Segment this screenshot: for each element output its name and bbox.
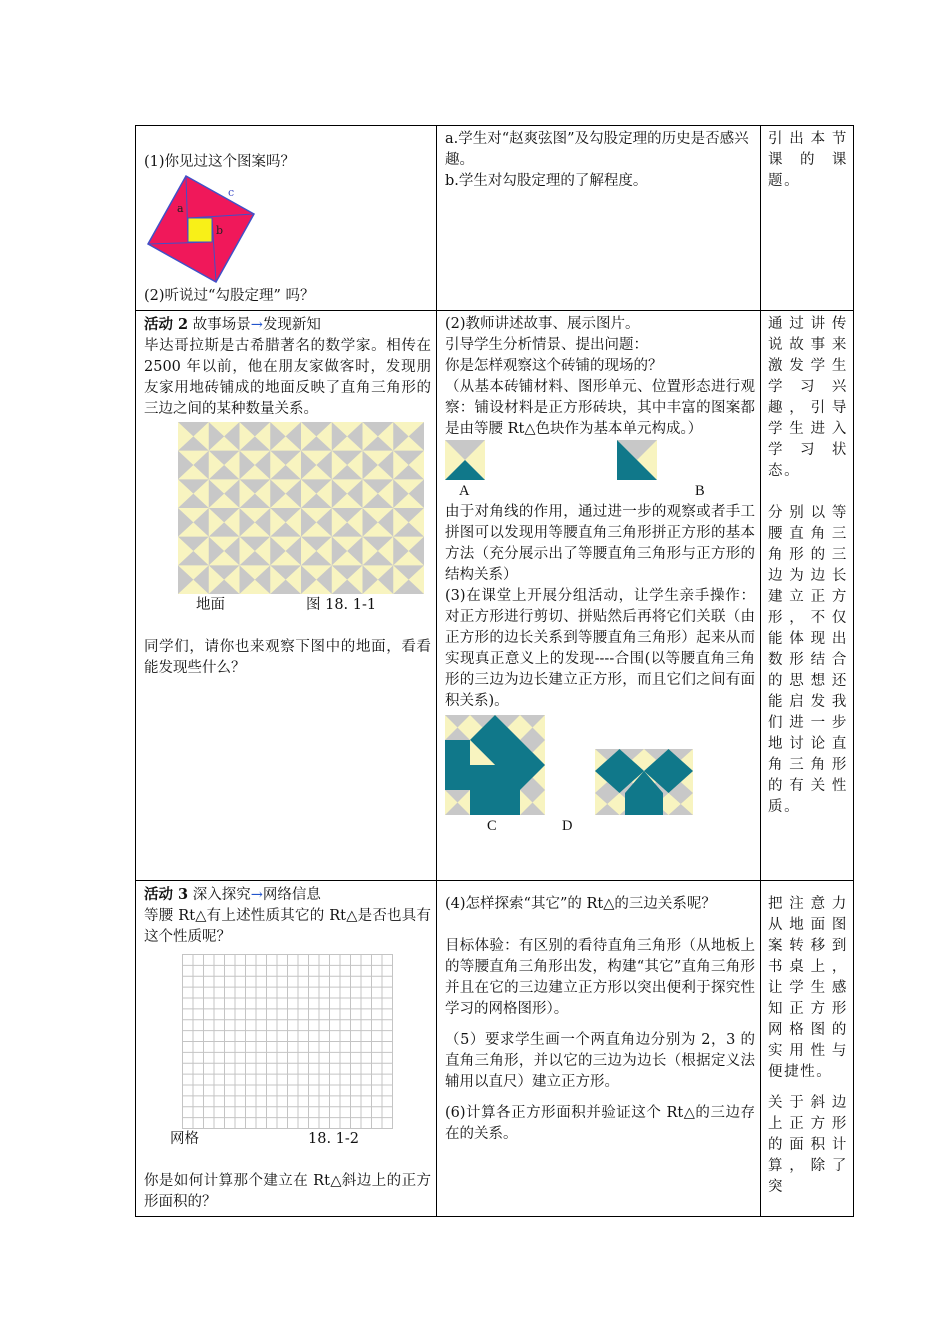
caption-figure-number: 图 18. 1-1 (306, 597, 377, 613)
arrow-icon: → (250, 887, 263, 903)
activity-3-label: 活动 3 (144, 886, 189, 903)
floor-tile-image (178, 422, 424, 594)
activity-2-label: 活动 2 (144, 316, 189, 333)
caption-grid-number: 18. 1-2 (308, 1131, 360, 1147)
observation-note: （从基本砖铺材料、图形单元、位置形态进行观察：铺设材料是正方形砖块，其中丰富的图案都是由等腰 Rt△色块作为基本单元构成。） (445, 379, 755, 437)
arrow-icon: → (250, 317, 263, 333)
label-A: A (459, 483, 470, 499)
hypotenuse-question: 你是如何计算那个建立在 Rt△斜边上的正方形面积的？ (144, 1173, 431, 1210)
step-5: （5）要求学生画一个两直角边分别为 2，3 的直角三角形，并以它的三边为边长（根据定义法辅用以直尺）建立正方形。 (445, 1032, 755, 1090)
caption-grid: 网格 (170, 1131, 199, 1147)
figure-caption-1 (196, 595, 431, 616)
row3-col1 (136, 881, 437, 1217)
goal-text: 目标体验：有区别的看待直角三角形（从地板上的等腰直角三角形出发，构建“其它”直角三角形并且在它的三边建立正方形以突出便利于探究性学习的网格图形）。 (445, 938, 755, 1017)
observe-prompt: 同学们，请你也来观察下图中的地面，看看能发现些什么？ (144, 639, 431, 676)
label-C: C (487, 818, 497, 834)
lesson-table (135, 125, 854, 1217)
question-2: (2)听说过“勾股定理” 吗？ (144, 288, 315, 304)
tile-b (617, 440, 657, 480)
label-D: D (562, 818, 573, 834)
activity-3-title: 活动 3 深入探究→网络信息 (144, 886, 321, 903)
tile-examples-cd (445, 715, 755, 837)
caption-floor: 地面 (196, 597, 225, 613)
guide-text: 引导学生分析情景、提出问题： (445, 337, 648, 353)
label-B: B (695, 483, 705, 499)
label-b: b (216, 224, 224, 237)
row1-col1 (136, 126, 437, 311)
figure-caption-2 (170, 1129, 431, 1150)
row1-col2 (437, 126, 761, 311)
activity-2-title: 活动 2 故事场景→发现新知 (144, 316, 321, 333)
row3-col3 (761, 881, 854, 1217)
inner-square (188, 218, 212, 242)
row1-col3 (761, 126, 854, 311)
step-4: (4)怎样探索“其它”的 Rt△的三边关系呢？ (445, 896, 716, 912)
tile-d (595, 749, 693, 815)
tile-a (445, 440, 485, 480)
label-a: a (177, 202, 184, 215)
step-3: (3)在课堂上开展分组活动，让学生亲手操作：对正方形进行剪切、拼贴然后再将它们关联（由正方形的边长关系到等腰直角三角形）起来从而实现真正意义上的发现----合围(以等腰直角三角形的三边为边长建立正方形，而且它们之间有面积关系)。 (445, 588, 755, 709)
grid-figure (182, 954, 393, 1129)
tile-c (445, 715, 545, 815)
label-c: c (228, 186, 235, 199)
row3-col2 (437, 881, 761, 1217)
observe-a: a.学生对“赵爽弦图”及勾股定理的历史是否感兴趣。 (445, 131, 749, 168)
purpose-2: 通过讲传说故事来激发学生学习兴趣，引导学生进入学习状态。 (768, 316, 848, 479)
purpose-4: 把注意力从地面图案转移到书桌上，让学生感知正方形网格图的实用性与便捷性。 (768, 896, 848, 1080)
guide-question: 你是怎样观察这个砖铺的现场的？ (445, 358, 663, 374)
row2-col2 (437, 311, 761, 881)
activity-3-question: 等腰 Rt△有上述性质其它的 Rt△是否也具有这个性质呢？ (144, 908, 431, 945)
step-6: (6)计算各正方形面积并验证这个 Rt△的三边存在的关系。 (445, 1105, 755, 1142)
row2-col3 (761, 311, 854, 881)
story-text: 毕达哥拉斯是古希腊著名的数学家。相传在 2500 年以前，他在朋友家做客时，发现朋友家用地砖铺成的地面反映了直角三角形的三边之间的某种数量关系。 (144, 338, 431, 417)
method-text: 由于对角线的作用，通过进一步的观察或者手工拼图可以发现用等腰直角三角形拼正方形的基本方法（充分展示出了等腰直角三角形与正方形的结构关系） (445, 504, 755, 583)
row2-col1 (136, 311, 437, 881)
step-2: (2)教师讲述故事、展示图片。 (445, 316, 640, 332)
purpose-3: 分别以等腰直角三角形的三边为边长建立正方形，不仅能体现出数形结合的思想还能启发我们进一步地讨论直角三角形的有关性质。 (768, 505, 848, 815)
tile-examples-ab (445, 440, 755, 502)
observe-b: b.学生对勾股定理的了解程度。 (445, 173, 648, 189)
zhao-shuang-figure (146, 174, 266, 286)
question-1: (1)你见过这个图案吗？ (144, 154, 296, 170)
purpose-5: 关于斜边上正方形的面积计算，除了突 (768, 1095, 848, 1195)
purpose-1: 引出本节课的课题。 (768, 131, 848, 189)
